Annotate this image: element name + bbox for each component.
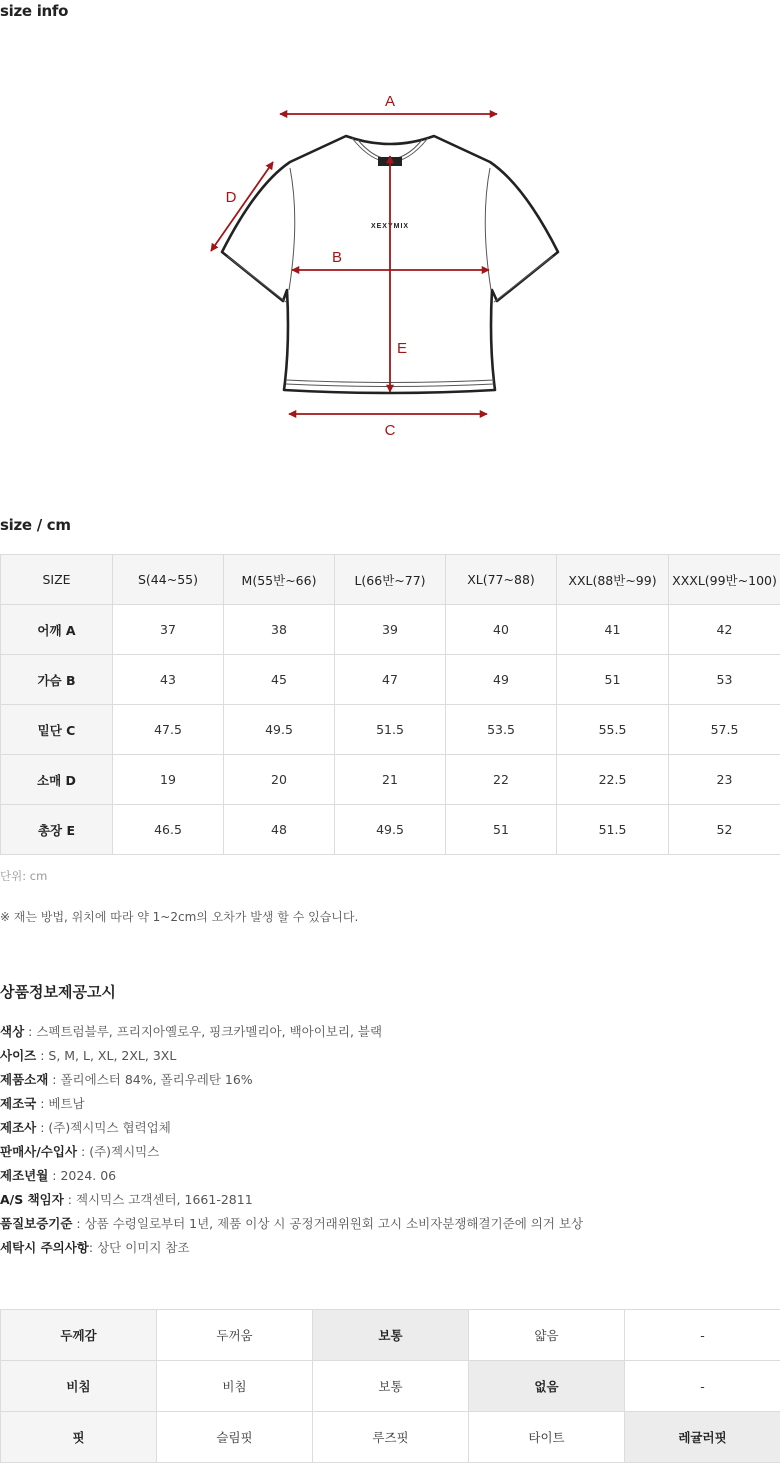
table-cell: 39 <box>335 605 446 655</box>
notice-key: 제품소재 <box>0 1072 49 1087</box>
size-table-header-row <box>1 555 780 605</box>
header-cell: XXL(88반~99) <box>557 555 669 605</box>
feel-label: 핏 <box>1 1412 157 1463</box>
table-cell: 49.5 <box>224 705 335 755</box>
list-item <box>0 1140 583 1164</box>
label-a: A <box>384 93 396 110</box>
size-cm-title: size / cm <box>0 516 71 534</box>
notice-value: : 베트남 <box>36 1096 85 1111</box>
measurement-warning: ※ 재는 방법, 위치에 따라 약 1~2cm의 오차가 발생 할 수 있습니다. <box>0 910 359 924</box>
table-cell: 49.5 <box>335 805 446 855</box>
notice-value: : 젝시믹스 고객센터, 1661-2811 <box>63 1192 253 1207</box>
table-cell: 41 <box>557 605 669 655</box>
table-cell: 38 <box>224 605 335 655</box>
notice-key: 사이즈 <box>0 1048 37 1063</box>
header-cell: XXXL(99반~100) <box>669 555 780 605</box>
table-row <box>1 605 780 655</box>
notice-value: : 폴리에스터 84%, 폴리우레탄 16% <box>48 1072 253 1087</box>
label-d: D <box>225 189 237 206</box>
table-cell: 51 <box>446 805 557 855</box>
table-cell: 23 <box>669 755 780 805</box>
table-row <box>1 655 780 705</box>
notice-value: : (주)젝시믹스 협력업체 <box>36 1120 171 1135</box>
product-notice-list <box>0 1020 583 1260</box>
table-row <box>1 755 780 805</box>
list-item <box>0 1212 583 1236</box>
feel-option: - <box>625 1361 780 1412</box>
feel-option: 슬림핏 <box>157 1412 313 1463</box>
table-cell: 22 <box>446 755 557 805</box>
feel-option: 두꺼움 <box>157 1310 313 1361</box>
row-label: 총장 E <box>1 805 113 855</box>
table-cell: 51.5 <box>335 705 446 755</box>
header-cell: S(44~55) <box>113 555 224 605</box>
notice-key: 제조국 <box>0 1096 37 1111</box>
feel-option: 레귤러핏 <box>625 1412 780 1463</box>
list-item <box>0 1116 583 1140</box>
table-cell: 55.5 <box>557 705 669 755</box>
notice-key: A/S 책임자 <box>0 1192 64 1207</box>
feel-option: 루즈핏 <box>313 1412 469 1463</box>
label-e: E <box>396 340 408 357</box>
feel-option: 보통 <box>313 1310 469 1361</box>
feel-option: 비침 <box>157 1361 313 1412</box>
list-item <box>0 1236 583 1260</box>
notice-value: : 상단 이미지 참조 <box>88 1240 190 1255</box>
table-cell: 51.5 <box>557 805 669 855</box>
label-b: B <box>331 249 343 266</box>
feel-option: 타이트 <box>469 1412 625 1463</box>
product-notice-title: 상품정보제공고시 <box>0 983 116 1001</box>
notice-value: : 스펙트럼블루, 프리지아옐로우, 핑크카멜리아, 백아이보리, 블랙 <box>24 1024 383 1039</box>
row-label: 가슴 B <box>1 655 113 705</box>
table-cell: 22.5 <box>557 755 669 805</box>
table-cell: 19 <box>113 755 224 805</box>
list-item <box>0 1044 583 1068</box>
list-item <box>0 1020 583 1044</box>
feel-label: 두께감 <box>1 1310 157 1361</box>
table-cell: 43 <box>113 655 224 705</box>
header-cell: L(66반~77) <box>335 555 446 605</box>
header-cell: XL(77~88) <box>446 555 557 605</box>
table-cell: 52 <box>669 805 780 855</box>
feel-option: 보통 <box>313 1361 469 1412</box>
row-label: 어깨 A <box>1 605 113 655</box>
header-cell: SIZE <box>1 555 113 605</box>
tshirt-size-diagram <box>200 85 580 445</box>
notice-key: 판매사/수입사 <box>0 1144 78 1159</box>
table-cell: 42 <box>669 605 780 655</box>
size-info-title: size info <box>0 2 69 20</box>
list-item <box>0 1092 583 1116</box>
notice-value: : 2024. 06 <box>48 1168 117 1183</box>
table-cell: 46.5 <box>113 805 224 855</box>
notice-key: 색상 <box>0 1024 25 1039</box>
feel-option: 없음 <box>469 1361 625 1412</box>
list-item <box>0 1164 583 1188</box>
table-cell: 47 <box>335 655 446 705</box>
feel-option: - <box>625 1310 780 1361</box>
table-cell: 47.5 <box>113 705 224 755</box>
list-item <box>0 1068 583 1092</box>
table-cell: 53.5 <box>446 705 557 755</box>
notice-value: : S, M, L, XL, 2XL, 3XL <box>36 1048 177 1063</box>
table-row <box>1 1412 780 1463</box>
table-cell: 21 <box>335 755 446 805</box>
table-row <box>1 805 780 855</box>
notice-key: 품질보증기준 <box>0 1216 73 1231</box>
table-cell: 49 <box>446 655 557 705</box>
table-cell: 48 <box>224 805 335 855</box>
table-row <box>1 1361 780 1412</box>
unit-note: 단위: cm <box>0 869 48 883</box>
table-cell: 51 <box>557 655 669 705</box>
notice-value: : (주)젝시믹스 <box>77 1144 160 1159</box>
label-c: C <box>384 422 396 439</box>
feel-option: 얇음 <box>469 1310 625 1361</box>
notice-key: 제조사 <box>0 1120 37 1135</box>
table-row <box>1 705 780 755</box>
table-row <box>1 1310 780 1361</box>
notice-key: 세탁시 주의사항 <box>0 1240 89 1255</box>
brand-logo-text: XEXYMIX <box>370 223 410 230</box>
list-item <box>0 1188 583 1212</box>
table-cell: 57.5 <box>669 705 780 755</box>
feel-label: 비침 <box>1 1361 157 1412</box>
size-table <box>0 554 780 855</box>
table-cell: 37 <box>113 605 224 655</box>
notice-key: 제조년월 <box>0 1168 49 1183</box>
table-cell: 53 <box>669 655 780 705</box>
fabric-feel-table <box>0 1309 780 1463</box>
table-cell: 20 <box>224 755 335 805</box>
row-label: 소매 D <box>1 755 113 805</box>
table-cell: 40 <box>446 605 557 655</box>
header-cell: M(55반~66) <box>224 555 335 605</box>
row-label: 밑단 C <box>1 705 113 755</box>
notice-value: : 상품 수령일로부터 1년, 제품 이상 시 공정거래위원회 고시 소비자분쟁해결기준에 의거 보상 <box>72 1216 584 1231</box>
table-cell: 45 <box>224 655 335 705</box>
